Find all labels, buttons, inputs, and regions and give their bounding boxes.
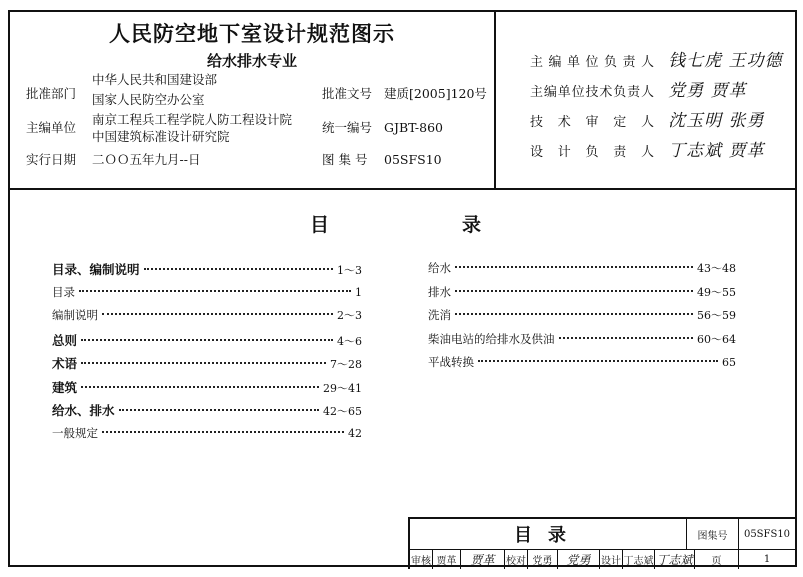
toc-entry[interactable] [428, 354, 736, 378]
title-block-title: 目录 [514, 525, 582, 546]
leader-dots [144, 268, 333, 270]
toc-entry[interactable] [52, 307, 362, 331]
toc-entry[interactable] [52, 284, 362, 308]
atlas-no-label: 图 集 号 [322, 152, 368, 167]
leader-dots [79, 290, 351, 292]
approval-dept-line1: 中华人民共和国建设部 [92, 72, 218, 87]
toc-entry-label: 给水 [428, 261, 451, 275]
handwritten-signature: 党勇 贾革 [668, 81, 747, 101]
toc-entry-label: 目录、编制说明 [52, 262, 140, 277]
toc-entry-label: 给水、排水 [52, 403, 115, 418]
toc-right-column [428, 260, 736, 378]
toc-entry[interactable] [52, 425, 362, 449]
toc-entry[interactable] [52, 331, 362, 355]
editor-unit-line2: 中国建筑标准设计研究院 [92, 129, 230, 144]
leader-dots [102, 431, 344, 433]
toc-entry-pages: 7～28 [330, 358, 362, 371]
toc-entry-pages: 65 [722, 356, 736, 369]
check-label: 校对 [504, 549, 527, 569]
approval-dept-line2: 国家人民防空办公室 [92, 92, 205, 107]
toc-entry-label: 术语 [52, 356, 78, 371]
review-label: 审核 [409, 549, 432, 569]
signature-row [530, 46, 783, 71]
title-block [408, 517, 795, 569]
toc-entry[interactable] [428, 307, 736, 331]
approval-no-label: 批准文号 [322, 86, 373, 101]
toc-entry[interactable] [428, 331, 736, 355]
toc-entry-pages: 42～65 [323, 405, 362, 418]
check-signature: 党勇 [557, 549, 599, 569]
approval-dept-label: 批准部门 [26, 86, 77, 101]
atlas-no-value: 05SFS10 [384, 152, 442, 167]
leader-dots [455, 290, 693, 292]
leader-dots [455, 266, 693, 268]
review-name: 贾革 [432, 549, 460, 569]
design-name: 丁志斌 [622, 549, 654, 569]
title-block-atlas-value: 05SFS10 [738, 519, 795, 549]
approval-no-value: 建质[2005]120号 [384, 86, 487, 101]
toc-entry[interactable] [428, 260, 736, 284]
toc-heading-left: 目 [310, 214, 330, 236]
unified-no-value: GJBT-860 [384, 120, 443, 135]
leader-dots [81, 386, 319, 388]
toc-entry[interactable] [428, 284, 736, 308]
toc-entry-label: 总则 [52, 332, 78, 348]
page-label: 页 [694, 549, 738, 569]
toc-entry-pages: 43～48 [697, 262, 736, 275]
document-subtitle: 给水排水专业 [206, 52, 297, 70]
toc-entry-label: 平战转换 [428, 355, 474, 369]
signature-label: 主编单位负责人 [530, 55, 654, 70]
title-block-atlas-label: 图集号 [686, 519, 738, 549]
toc-entry[interactable] [52, 260, 362, 284]
toc-entry-label: 编制说明 [52, 308, 98, 322]
signature-row [530, 76, 747, 101]
effective-date-value: 二ＯＯ五年九月--日 [92, 152, 201, 167]
signature-label: 主编单位技术负责人 [530, 85, 654, 100]
document-title: 人民防空地下室设计规范图示 [109, 22, 395, 46]
signature-row [530, 136, 765, 161]
toc-left-column [52, 260, 362, 448]
handwritten-signature: 沈玉明 张勇 [668, 111, 765, 131]
toc-entry-pages: 60～64 [697, 332, 736, 346]
toc-entry-label: 洗消 [428, 308, 451, 322]
leader-dots [455, 313, 693, 315]
leader-dots [559, 337, 694, 339]
toc-entry-label: 目录 [52, 284, 75, 299]
toc-entry-pages: 29～41 [323, 381, 362, 395]
signature-label: 技术审定人 [530, 115, 654, 130]
header-block [10, 12, 795, 190]
leader-dots [102, 313, 333, 315]
toc-entry-pages: 56～59 [697, 309, 736, 322]
signature-label: 设计负责人 [530, 145, 654, 160]
toc-entry-pages: 49～55 [697, 285, 736, 299]
toc-entry[interactable] [52, 401, 362, 425]
toc-entry-pages: 4～6 [337, 334, 362, 348]
handwritten-signature: 钱七虎 王功德 [668, 51, 783, 71]
page-value: 1 [738, 549, 795, 569]
leader-dots [81, 339, 333, 341]
editor-unit-line1: 南京工程兵工程学院人防工程设计院 [92, 112, 293, 127]
header-info-block [10, 12, 496, 188]
effective-date-label: 实行日期 [26, 152, 77, 167]
toc-entry[interactable] [52, 378, 362, 402]
toc-entry-label: 排水 [428, 284, 451, 299]
toc-entry-pages: 1 [355, 285, 362, 299]
leader-dots [478, 360, 718, 362]
review-signature: 贾革 [460, 549, 504, 569]
unified-no-label: 统一编号 [322, 120, 373, 135]
toc-entry-pages: 1～3 [337, 264, 362, 277]
toc-heading-right: 录 [462, 214, 482, 236]
check-name: 党勇 [527, 549, 557, 569]
toc-entry-pages: 2～3 [337, 309, 362, 322]
signature-row [530, 106, 765, 131]
toc-entry-label: 建筑 [52, 379, 78, 395]
design-signature: 丁志斌 [654, 549, 694, 569]
design-label: 设计 [599, 549, 622, 569]
toc-entry-label: 一般规定 [52, 425, 98, 440]
drawing-frame [8, 10, 797, 567]
toc-entry[interactable] [52, 354, 362, 378]
toc-entry-label: 柴油电站的给排水及供油 [428, 331, 555, 346]
leader-dots [119, 409, 319, 411]
toc-entry-pages: 42 [348, 426, 362, 440]
leader-dots [81, 362, 326, 364]
handwritten-signature: 丁志斌 贾革 [668, 141, 765, 161]
editor-unit-label: 主编单位 [26, 120, 77, 135]
